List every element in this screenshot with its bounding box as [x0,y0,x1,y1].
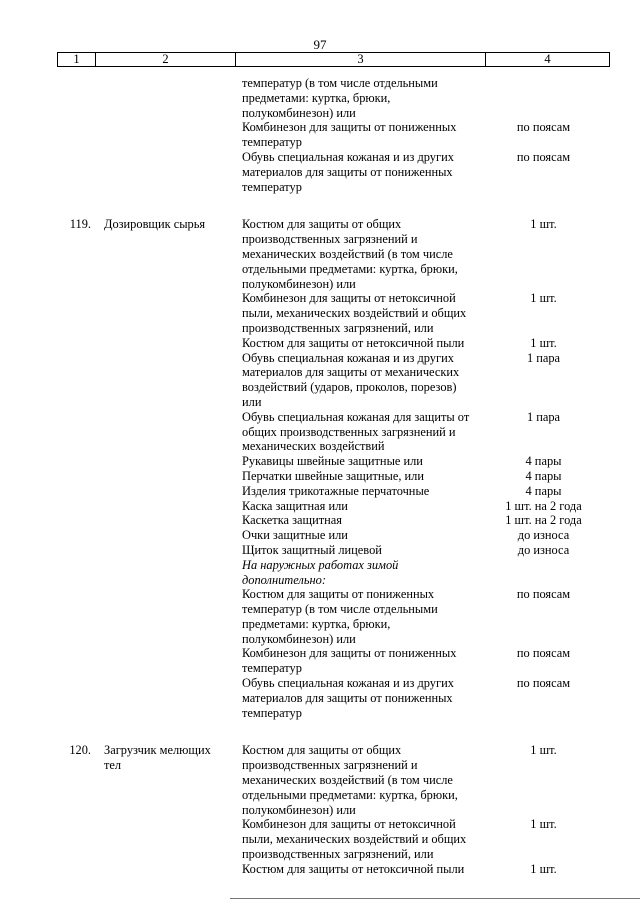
profession-line: Загрузчик мелющих [104,743,211,758]
ppe-item-name [242,543,482,558]
profession-name [94,676,242,720]
ppe-item-name [242,120,482,150]
table-row [57,862,605,877]
profession-name [94,484,242,499]
ppe-item-name [242,528,482,543]
entry-number [57,543,94,558]
issue-norm: 1 шт. [530,217,557,232]
item-line: воздействий (ударов, проколов, порезов) [242,380,457,395]
item-line: Комбинезон для защиты от нетоксичной [242,291,456,306]
ppe-item-name [242,469,482,484]
table-row [57,410,605,454]
item-line: пыли, механических воздействий и общих [242,306,467,321]
issue-norm: 4 пары [525,454,562,469]
ppe-item-name [242,646,482,676]
item-line: пыли, механических воздействий и общих [242,832,467,847]
issue-norm: по поясам [516,149,571,164]
ppe-item-name [242,587,482,646]
issue-norm [482,76,605,120]
item-line: полукомбинезон) или [242,631,356,646]
entry-number [57,410,94,454]
item-line: Рукавицы швейные защитные или [242,454,423,469]
item-line: На наружных работах зимой [242,557,399,572]
issue-norm: до износа [517,542,570,557]
table-row [57,558,605,588]
profession-name [94,817,242,861]
item-line: дополнительно: [242,572,326,587]
profession-name [94,410,242,454]
profession-name [94,454,242,469]
ppe-item-name [242,291,482,335]
column-header-4: 4 [486,53,610,67]
profession-name [94,120,242,150]
entry-number [57,336,94,351]
entry-number [57,291,94,335]
issue-norm: 1 шт. на 2 года [505,513,582,528]
entry-number [57,351,94,410]
profession-name [94,351,242,410]
item-line: отдельными предметами: куртка, брюки, [242,261,458,276]
item-line: Очки защитные или [242,528,348,543]
item-line: Перчатки швейные защитные, или [242,468,424,483]
table-row [57,743,605,817]
entry-number [57,469,94,484]
issue-norm: по поясам [516,676,571,691]
item-line: температур [242,661,302,676]
item-line: Комбинезон для защиты от нетоксичной [242,817,456,832]
profession-name [94,336,242,351]
issue-norm: 4 пары [525,483,562,498]
table-row [57,499,605,514]
entry-number: 120. [69,743,91,758]
entry-number [57,558,94,588]
item-line: производственных загрязнений и [242,232,418,247]
ppe-item-name [242,817,482,861]
item-line: Комбинезон для защиты от пониженных [242,646,457,661]
issue-norm: до износа [517,528,570,543]
ppe-item-name [242,862,482,877]
column-header-1: 1 [58,53,96,67]
ppe-item-name [242,150,482,194]
table-row [57,484,605,499]
item-line: материалов для защиты от пониженных [242,690,453,705]
column-header-3: 3 [236,53,486,67]
profession-line: Дозировщик сырья [104,217,206,232]
item-line: Комбинезон для защиты от пониженных [242,120,457,135]
profession-name [94,513,242,528]
item-line: Костюм для защиты от общих [242,743,402,758]
item-line: полукомбинезон) или [242,276,356,291]
ppe-item-name [242,676,482,720]
entry-number [57,484,94,499]
profession-name [94,217,242,291]
item-line: температур (в том числе отдельными [242,602,438,617]
item-line: общих производственных загрязнений и [242,424,456,439]
column-header-2: 2 [96,53,236,67]
profession-name [94,528,242,543]
table-row [57,336,605,351]
item-line: предметами: куртка, брюки, [242,616,391,631]
table-row [57,291,605,335]
table-row [57,676,605,720]
entry-number [57,76,94,120]
entry-number [57,587,94,646]
entry-number [57,676,94,720]
issue-norm: 1 шт. [530,817,557,832]
table-row [57,646,605,676]
item-line: Обувь специальная кожаная и из других [242,676,454,691]
item-line: механических воздействий (в том числе [242,773,453,788]
entry-spacer [57,194,605,217]
table-row [57,454,605,469]
entry-number [57,120,94,150]
ppe-item-name [242,484,482,499]
column-header-table [57,52,610,67]
item-line: механических воздействий (в том числе [242,246,453,261]
item-line: или [242,394,262,409]
ppe-item-name [242,499,482,514]
entry-number [57,150,94,194]
page-number: 97 [313,37,327,52]
issue-norm: по поясам [516,646,571,661]
table-row [57,513,605,528]
profession-line: тел [104,758,122,773]
item-line: Каска защитная или [242,498,348,513]
ppe-item-name [242,454,482,469]
ppe-item-name [242,76,482,120]
ppe-item-name [242,558,482,588]
ppe-item-name [242,743,482,817]
profession-name [94,743,242,817]
item-line: механических воздействий [242,439,385,454]
profession-name [94,499,242,514]
table-row [57,217,605,291]
item-line: температур [242,179,302,194]
entry-number [57,499,94,514]
item-line: производственных загрязнений, или [242,847,434,862]
issue-norm: 1 шт. [530,743,557,758]
item-line: Обувь специальная кожаная и из других [242,149,454,164]
profession-name [94,76,242,120]
ppe-item-name [242,336,482,351]
item-line: полукомбинезон) или [242,802,356,817]
profession-name [94,150,242,194]
item-line: Щиток защитный лицевой [242,542,382,557]
profession-name [94,543,242,558]
table-row [57,469,605,484]
ppe-item-name [242,513,482,528]
profession-name [94,291,242,335]
issue-norm: 1 шт. [530,291,557,306]
table-row [57,76,605,120]
entry-number [57,513,94,528]
item-line: Костюм для защиты от пониженных [242,587,435,602]
issue-norm: 1 шт. на 2 года [505,498,582,513]
table-row [57,351,605,410]
item-line: Костюм для защиты от нетоксичной пыли [242,335,465,350]
ppe-item-name [242,410,482,454]
table-row [57,120,605,150]
issue-norm [482,558,605,588]
entry-number [57,528,94,543]
item-line: температур [242,705,302,720]
item-line: материалов для защиты от механических [242,365,460,380]
issue-norm: 1 шт. [530,861,557,876]
table-row [57,543,605,558]
item-line: температур (в том числе отдельными [242,76,438,90]
entry-number [57,862,94,877]
ppe-item-name [242,217,482,291]
table-row [57,150,605,194]
item-line: полукомбинезон) или [242,105,356,120]
table-row [57,528,605,543]
profession-name [94,862,242,877]
entry-number: 119. [69,217,91,232]
item-line: материалов для защиты от пониженных [242,164,453,179]
entry-number [57,817,94,861]
issue-norm: 1 шт. [530,335,557,350]
table-row [57,817,605,861]
item-line: производственных загрязнений, или [242,320,434,335]
issue-norm: по поясам [516,120,571,135]
item-line: Обувь специальная кожаная и из других [242,350,454,365]
item-line: отдельными предметами: куртка, брюки, [242,787,458,802]
item-line: Изделия трикотажные перчаточные [242,483,430,498]
profession-name [94,558,242,588]
entry-number [57,454,94,469]
issue-norm: 1 пара [526,409,561,424]
bottom-divider [230,898,640,899]
item-line: предметами: куртка, брюки, [242,90,391,105]
item-line: Обувь специальная кожаная для защиты от [242,409,470,424]
profession-name [94,587,242,646]
item-line: Каскетка защитная [242,513,342,528]
issue-norm: 4 пары [525,468,562,483]
item-line: Костюм для защиты от нетоксичной пыли [242,861,465,876]
item-line: производственных загрязнений и [242,758,418,773]
entry-spacer [57,720,605,743]
item-line: Костюм для защиты от общих [242,217,402,232]
table-body [57,76,605,877]
item-line: температур [242,135,302,150]
entry-number [57,646,94,676]
profession-name [94,469,242,484]
issue-norm: 1 пара [526,350,561,365]
profession-name [94,646,242,676]
ppe-item-name [242,351,482,410]
issue-norm: по поясам [516,587,571,602]
table-row [57,587,605,646]
